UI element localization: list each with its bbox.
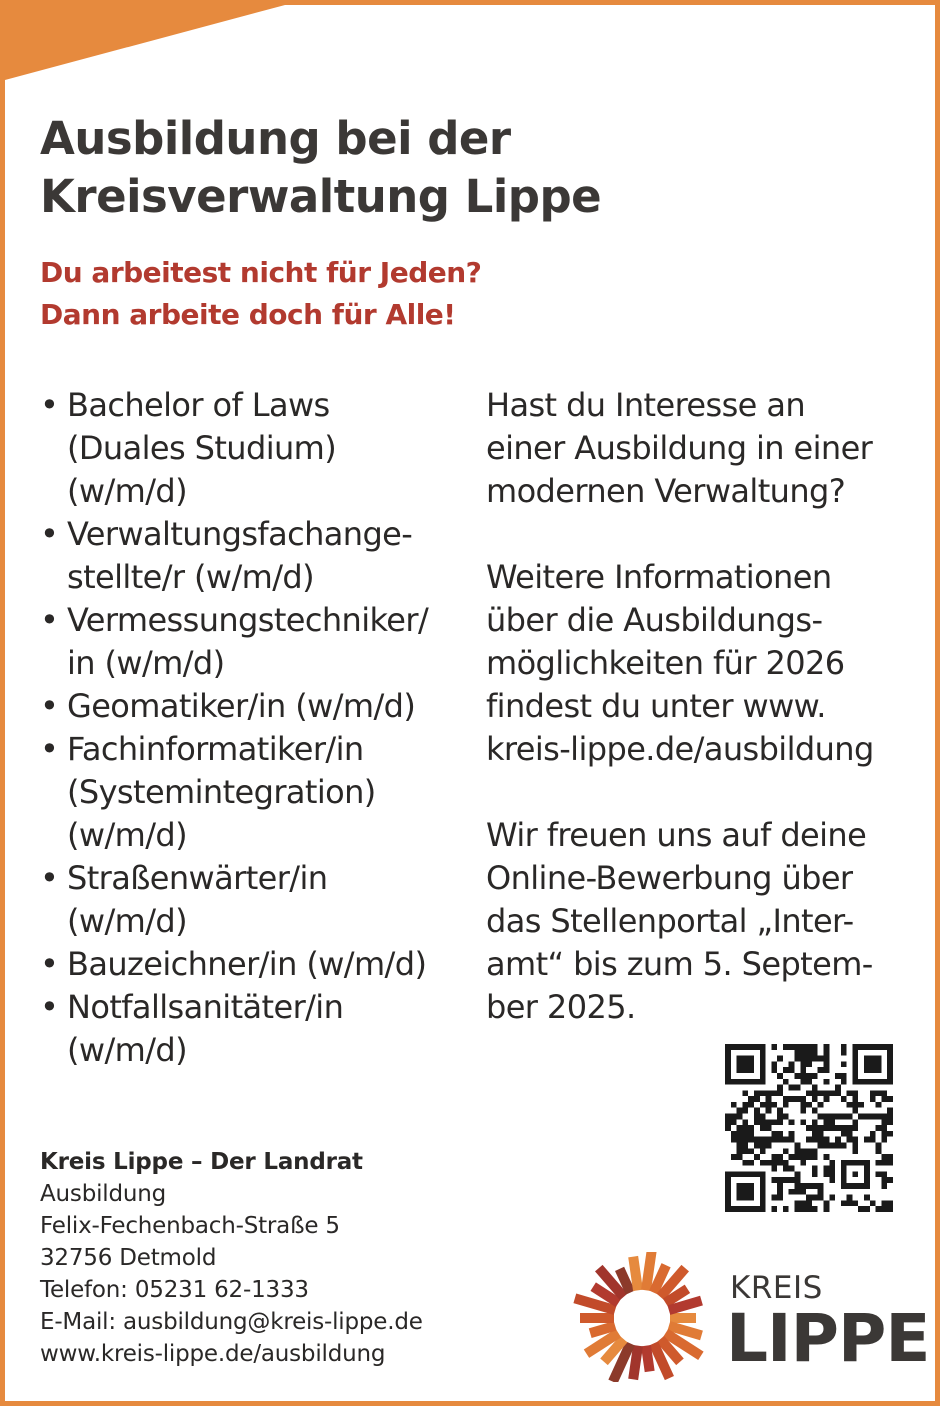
page-subtitle	[40, 252, 481, 336]
title-line: Ausbildung bei der	[40, 112, 511, 165]
info-paragraph	[486, 556, 916, 771]
job-line: in (w/m/d)	[67, 644, 225, 682]
info-line: Weitere Informationen	[486, 558, 832, 596]
kreis-lippe-logo	[570, 1252, 930, 1382]
job-line: • Verwaltungsfachange-	[67, 515, 413, 553]
job-line: • Vermessungstechniker/	[67, 601, 429, 639]
job-item	[40, 599, 470, 685]
job-item	[40, 857, 470, 943]
job-line: • Fachinformatiker/in	[67, 730, 364, 768]
page-title	[40, 110, 601, 226]
info-line: findest du unter www.	[486, 687, 826, 725]
job-item	[40, 685, 470, 728]
info-paragraph	[486, 384, 916, 513]
contact-street: Felix-Fechenbach-Straße 5	[40, 1213, 340, 1239]
info-line: einer Ausbildung in einer	[486, 429, 873, 467]
qr-code-icon[interactable]	[725, 1044, 893, 1212]
job-item	[40, 943, 470, 986]
contact-city: 32756 Detmold	[40, 1245, 217, 1271]
contact-web[interactable]: www.kreis-lippe.de/ausbildung	[40, 1341, 386, 1367]
contact-department: Ausbildung	[40, 1181, 167, 1207]
contact-email[interactable]: E-Mail: ausbildung@kreis-lippe.de	[40, 1309, 423, 1335]
logo-text-kreis: KREIS	[730, 1270, 823, 1306]
info-line: das Stellenportal „Inter-	[486, 902, 854, 940]
contact-organization: Kreis Lippe – Der Landrat	[40, 1149, 363, 1175]
job-line: • Geomatiker/in (w/m/d)	[67, 687, 416, 725]
info-paragraph	[486, 814, 916, 1029]
contact-block	[40, 1146, 423, 1370]
job-line: (Systemintegration)	[67, 773, 376, 811]
job-line: (w/m/d)	[67, 1031, 187, 1069]
job-line: • Bauzeichner/in (w/m/d)	[67, 945, 427, 983]
job-item	[40, 513, 470, 599]
info-line: amt“ bis zum 5. Septem-	[486, 945, 873, 983]
info-line: möglichkeiten für 2026	[486, 644, 845, 682]
job-item	[40, 384, 470, 513]
corner-accent	[5, 5, 285, 85]
info-line: Wir freuen uns auf deine	[486, 816, 867, 854]
info-line: kreis-lippe.de/ausbildung	[486, 730, 874, 768]
job-line: • Bachelor of Laws	[67, 386, 330, 424]
logo-text-lippe: LIPPE	[726, 1300, 930, 1377]
job-line: (Duales Studium)	[67, 429, 337, 467]
job-item	[40, 986, 470, 1072]
subtitle-line: Dann arbeite doch für Alle!	[40, 298, 456, 331]
info-line: modernen Verwaltung?	[486, 472, 846, 510]
job-line: stellte/r (w/m/d)	[67, 558, 315, 596]
job-line: (w/m/d)	[67, 816, 187, 854]
job-item	[40, 728, 470, 857]
info-line: ber 2025.	[486, 988, 636, 1026]
info-line: Online-Bewerbung über	[486, 859, 853, 897]
info-line: über die Ausbildungs-	[486, 601, 823, 639]
job-list	[40, 384, 470, 1072]
contact-phone[interactable]: Telefon: 05231 62-1333	[40, 1277, 309, 1303]
title-line: Kreisverwaltung Lippe	[40, 170, 602, 223]
job-line: • Straßenwärter/in	[67, 859, 328, 897]
subtitle-line: Du arbeitest nicht für Jeden?	[40, 256, 482, 289]
job-line: (w/m/d)	[67, 472, 187, 510]
info-text	[486, 384, 916, 1029]
info-line: Hast du Interesse an	[486, 386, 806, 424]
job-line: • Notfallsanitäter/in	[67, 988, 344, 1026]
sunburst-logo-icon	[570, 1252, 720, 1382]
job-line: (w/m/d)	[67, 902, 187, 940]
